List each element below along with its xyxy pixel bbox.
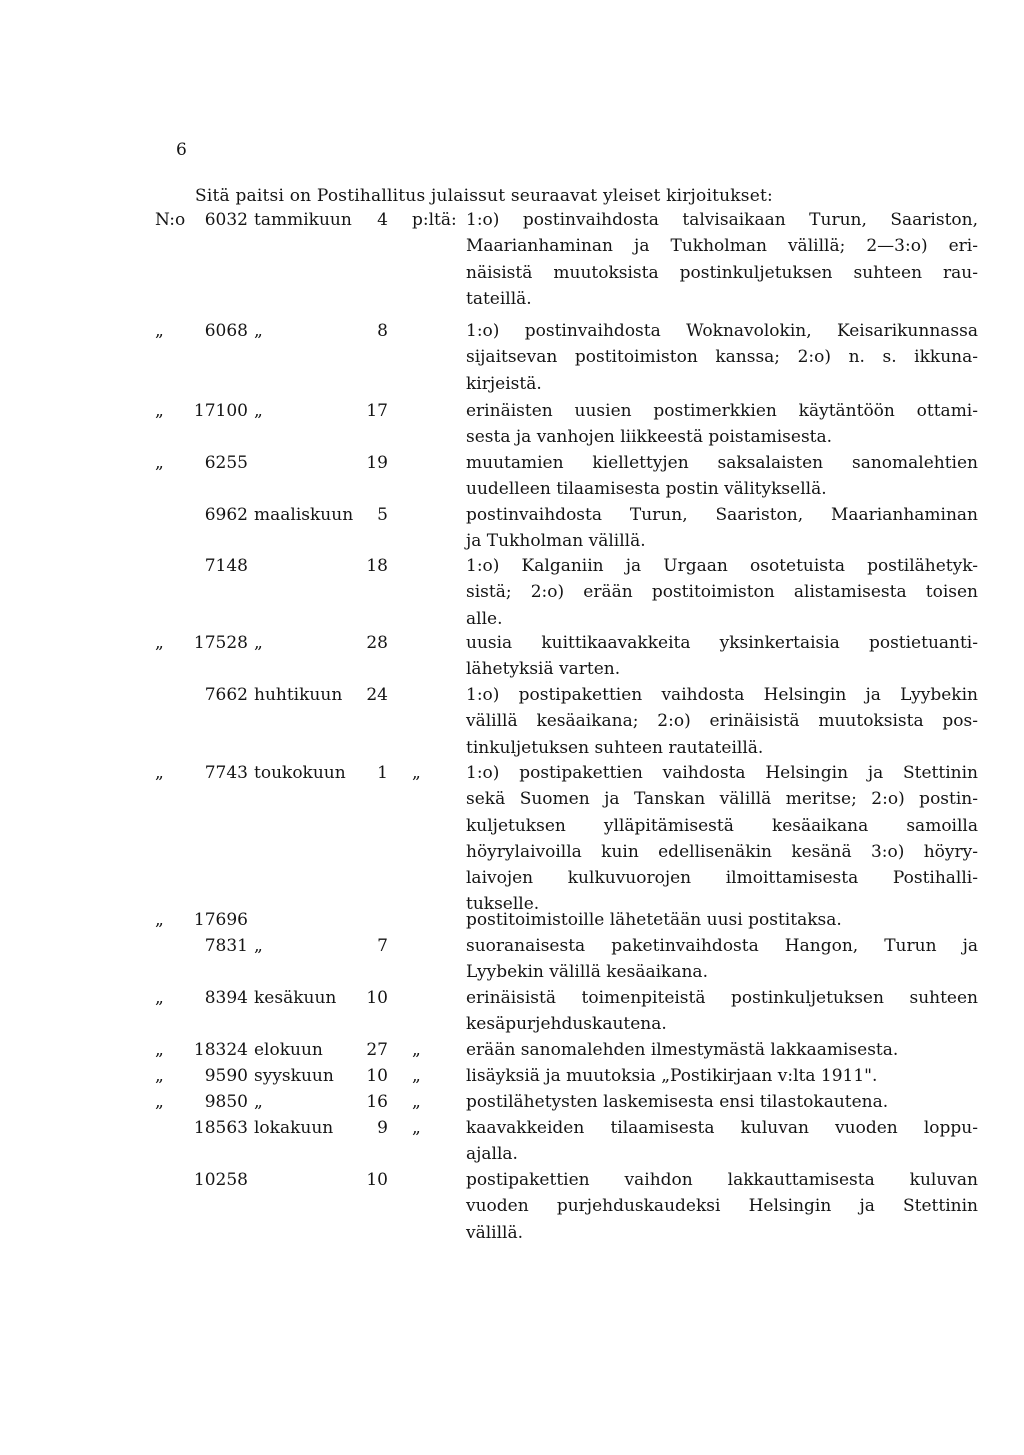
entry-number: 6068 bbox=[204, 321, 248, 341]
description-line: tinkuljetuksen suhteen rautateillä. bbox=[466, 737, 764, 758]
entry-prefix: „ bbox=[155, 321, 164, 341]
description-line: sekä Suomen ja Tanskan välillä meritse; 2:o) postin- bbox=[466, 789, 978, 810]
description-line: erään sanomalehden ilmestymästä lakkaamisesta. bbox=[466, 1040, 899, 1060]
entry-day: 10 bbox=[366, 1170, 388, 1190]
entry-day: 19 bbox=[366, 453, 388, 473]
entry-ditto: „ bbox=[412, 1040, 421, 1060]
entry-month: lokakuun bbox=[254, 1118, 334, 1138]
description-line: 1:o) postinvaihdosta talvisaikaan Turun, Saariston, bbox=[466, 210, 978, 230]
entry-description bbox=[466, 450, 978, 503]
entry-description bbox=[466, 207, 978, 312]
entry-description bbox=[466, 1089, 978, 1115]
description-line: lähetyksiä varten. bbox=[466, 659, 621, 680]
description-line: välillä. bbox=[466, 1222, 524, 1243]
entry-description bbox=[466, 398, 978, 451]
entry-month: „ bbox=[254, 1092, 263, 1112]
description-line: Maarianhaminan ja Tukholman välillä; 2—3:o) eri- bbox=[466, 236, 978, 257]
entry-number: 10258 bbox=[193, 1170, 248, 1190]
entry-day: 27 bbox=[366, 1040, 388, 1060]
entry-month: syyskuun bbox=[254, 1066, 334, 1086]
entry-number: 6962 bbox=[204, 505, 248, 525]
description-line: 1:o) postipakettien vaihdosta Helsingin ja Lyybekin bbox=[466, 685, 978, 705]
entry-month: „ bbox=[254, 401, 263, 421]
entry-number: 6255 bbox=[204, 453, 248, 473]
entry-description bbox=[466, 760, 978, 918]
description-line: vuoden purjehduskaudeksi Helsingin ja Stettinin bbox=[466, 1196, 978, 1217]
description-line: lisäyksiä ja muutoksia „Postikirjaan v:lta 1911". bbox=[466, 1066, 878, 1086]
description-line: tateillä. bbox=[466, 288, 532, 309]
entry-prefix: N:o bbox=[155, 210, 186, 230]
description-line: tukselle. bbox=[466, 894, 540, 915]
entry-ditto: „ bbox=[412, 763, 421, 783]
entry-day: 10 bbox=[366, 988, 388, 1008]
description-line: sijaitsevan postitoimiston kanssa; 2:o) n. s. ikkuna- bbox=[466, 347, 978, 368]
description-line: Lyybekin välillä kesäaikana. bbox=[466, 962, 708, 983]
entry-month: „ bbox=[254, 321, 263, 341]
description-line: alle. bbox=[466, 608, 503, 629]
entry-description bbox=[466, 630, 978, 683]
entry-ditto: „ bbox=[412, 1066, 421, 1086]
entry-month: tammikuun bbox=[254, 210, 352, 230]
entry-month: elokuun bbox=[254, 1040, 323, 1060]
description-line: erinäisten uusien postimerkkien käytäntöön ottami- bbox=[466, 401, 978, 421]
entry-prefix: „ bbox=[155, 453, 164, 473]
entry-number: 7743 bbox=[204, 763, 248, 783]
entry-description bbox=[466, 682, 978, 761]
entry-description bbox=[466, 1063, 978, 1089]
entry-prefix: „ bbox=[155, 988, 164, 1008]
entry-description bbox=[466, 1167, 978, 1246]
entry-description bbox=[466, 907, 978, 933]
entry-month: „ bbox=[254, 936, 263, 956]
entry-ditto: „ bbox=[412, 1092, 421, 1112]
description-line: sesta ja vanhojen liikkeestä poistamisesta. bbox=[466, 427, 833, 448]
description-line: kaavakkeiden tilaamisesta kuluvan vuoden loppu- bbox=[466, 1118, 978, 1138]
entry-month: kesäkuun bbox=[254, 988, 337, 1008]
entry-day: 18 bbox=[366, 556, 388, 576]
description-line: 1:o) postipakettien vaihdosta Helsingin ja Stettinin bbox=[466, 763, 978, 783]
description-line: välillä kesäaikana; 2:o) erinäisistä muutoksista pos- bbox=[466, 711, 978, 732]
entry-number: 8394 bbox=[204, 988, 248, 1008]
entry-day: 24 bbox=[366, 685, 388, 705]
entry-prefix: „ bbox=[155, 1066, 164, 1086]
description-line: näisistä muutoksista postinkuljetuksen suhteen rau- bbox=[466, 262, 978, 283]
description-line: postilähetysten laskemisesta ensi tilastokautena. bbox=[466, 1092, 889, 1112]
description-line: muutamien kiellettyjen saksalaisten sanomalehtien bbox=[466, 453, 978, 473]
entry-day: 1 bbox=[377, 763, 388, 783]
description-line: postitoimistoille lähetetään uusi postitaksa. bbox=[466, 910, 842, 930]
entry-number: 18563 bbox=[193, 1118, 248, 1138]
page-number: 6 bbox=[176, 140, 187, 160]
entry-number: 9850 bbox=[204, 1092, 248, 1112]
description-line: laivojen kulkuvuorojen ilmoittamisesta Postihalli- bbox=[466, 868, 978, 889]
entry-day: 10 bbox=[366, 1066, 388, 1086]
description-line: kesäpurjehduskautena. bbox=[466, 1014, 667, 1035]
entry-prefix: „ bbox=[155, 401, 164, 421]
entry-month: „ bbox=[254, 633, 263, 653]
entry-number: 17528 bbox=[193, 633, 248, 653]
intro-text: Sitä paitsi on Postihallitus julaissut seuraavat yleiset kirjoitukset: bbox=[195, 186, 773, 206]
entry-day: 7 bbox=[377, 936, 388, 956]
entry-month: toukokuun bbox=[254, 763, 346, 783]
entry-number: 7148 bbox=[204, 556, 248, 576]
description-line: ajalla. bbox=[466, 1144, 518, 1165]
entry-description bbox=[466, 553, 978, 632]
description-line: postipakettien vaihdon lakkauttamisesta kuluvan bbox=[466, 1170, 978, 1190]
entry-number: 9590 bbox=[204, 1066, 248, 1086]
description-line: kuljetuksen ylläpitämisestä kesäaikana samoilla bbox=[466, 815, 978, 836]
entry-prefix: „ bbox=[155, 633, 164, 653]
description-line: uusia kuittikaavakkeita yksinkertaisia postietuanti- bbox=[466, 633, 978, 653]
entry-prefix: „ bbox=[155, 910, 164, 930]
description-line: uudelleen tilaamisesta postin välityksellä. bbox=[466, 479, 827, 500]
description-line: 1:o) postinvaihdosta Woknavolokin, Keisarikunnassa bbox=[466, 321, 978, 341]
description-line: ja Tukholman välillä. bbox=[466, 531, 646, 552]
description-line: suoranaisesta paketinvaihdosta Hangon, Turun ja bbox=[466, 936, 978, 956]
entry-day: 4 bbox=[377, 210, 388, 230]
entry-prefix: „ bbox=[155, 1092, 164, 1112]
entry-day: 5 bbox=[377, 505, 388, 525]
entry-description bbox=[466, 1037, 978, 1063]
entry-number: 7831 bbox=[204, 936, 248, 956]
description-line: kirjeistä. bbox=[466, 373, 542, 394]
description-line: sistä; 2:o) erään postitoimiston alistamisesta toisen bbox=[466, 582, 978, 603]
entry-day: 28 bbox=[366, 633, 388, 653]
entry-number: 18324 bbox=[193, 1040, 248, 1060]
entry-prefix: „ bbox=[155, 763, 164, 783]
entry-description bbox=[466, 318, 978, 397]
entry-description bbox=[466, 933, 978, 986]
entry-number: 7662 bbox=[204, 685, 248, 705]
entry-description bbox=[466, 985, 978, 1038]
entry-month: maaliskuun bbox=[254, 505, 354, 525]
entry-ditto: „ bbox=[412, 1118, 421, 1138]
description-line: erinäisistä toimenpiteistä postinkuljetuksen suhteen bbox=[466, 988, 978, 1008]
description-line: postinvaihdosta Turun, Saariston, Maarianhaminan bbox=[466, 505, 978, 525]
description-line: 1:o) Kalganiin ja Urgaan osotetuista postilähetyk- bbox=[466, 556, 978, 576]
description-line: höyrylaivoilla kuin edellisenäkin kesänä 3:o) höyry- bbox=[466, 841, 978, 862]
entry-prefix: „ bbox=[155, 1040, 164, 1060]
entry-day: 9 bbox=[377, 1118, 388, 1138]
entry-number: 17100 bbox=[193, 401, 248, 421]
entry-description bbox=[466, 1115, 978, 1168]
entry-ditto: p:ltä: bbox=[412, 210, 457, 230]
entry-day: 16 bbox=[366, 1092, 388, 1112]
entry-month: huhtikuun bbox=[254, 685, 343, 705]
entry-number: 17696 bbox=[193, 910, 248, 930]
entry-number: 6032 bbox=[204, 210, 248, 230]
entry-description bbox=[466, 502, 978, 555]
entry-day: 8 bbox=[377, 321, 388, 341]
entry-day: 17 bbox=[366, 401, 388, 421]
